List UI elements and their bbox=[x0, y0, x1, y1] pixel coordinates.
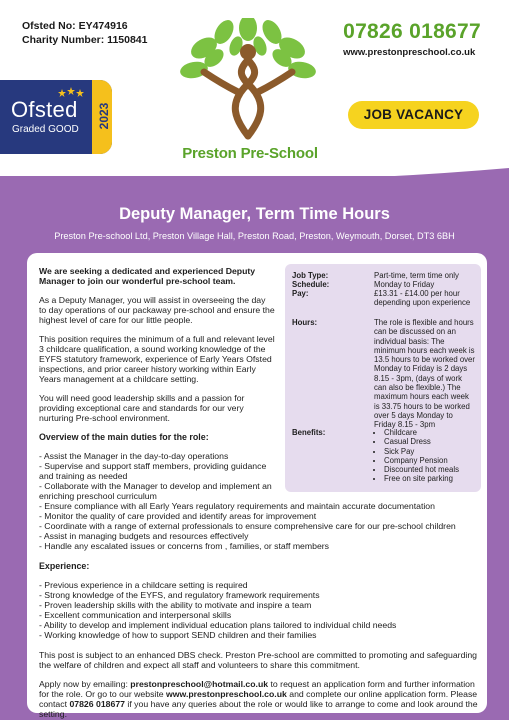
apply-text-3: and complete our online application form. Please contact bbox=[39, 689, 478, 709]
experience-item: - Working knowledge of how to support SEND children and their families bbox=[39, 630, 317, 640]
pay-value: £13.31 - £14.00 per hour depending upon experience bbox=[374, 289, 471, 308]
charity-number: Charity Number: 1150841 bbox=[22, 34, 148, 46]
duty-item: - Ensure compliance with all Early Years regulatory requirements and maintain accurate documentation bbox=[39, 501, 435, 511]
benefit-item: • Childcare bbox=[384, 428, 476, 437]
duty-item: - Coordinate with a range of external professionals to ensure comprehensive care for our pre-school children bbox=[39, 521, 456, 531]
apply-website-link[interactable]: www.prestonpreschool.co.uk bbox=[166, 689, 287, 699]
job-type-label: Job Type: bbox=[292, 271, 329, 280]
duties-heading: Overview of the main duties for the role: bbox=[39, 432, 209, 442]
job-vacancy-badge: JOB VACANCY bbox=[348, 101, 479, 129]
benefit-item: • Free on site parking bbox=[384, 474, 476, 483]
band-curve bbox=[0, 168, 509, 192]
website-link[interactable]: www.prestonpreschool.co.uk bbox=[343, 47, 476, 58]
job-description bbox=[39, 266, 489, 728]
phone-number[interactable]: 07826 018677 bbox=[343, 20, 481, 43]
duty-item: - Assist the Manager in the day-to-day operations bbox=[39, 451, 229, 461]
duty-item: - Assist in managing budgets and resources effectively bbox=[39, 531, 249, 541]
hours-value: The role is flexible and hours can be discussed on an individual basis: The minimum hours each week is 13.5 hours to be worked over Monday to Friday is 2 days 8.15 - 3pm, (days of work can also be flexible.) The maximum hours each week is 33.75 hours to be worked over 5 days Monday to Friday 8.15 - 3pm bbox=[374, 318, 475, 430]
benefit-item: • Discounted hot meals bbox=[384, 465, 476, 474]
apply-text-2: to request an application form and further information for the role. Or go to our website bbox=[39, 679, 475, 699]
experience-item: - Proven leadership skills with the ability to motivate and inspire a team bbox=[39, 600, 312, 610]
skills-paragraph: You will need good leadership skills and a passion for providing exceptional care and standards for our very nurturing Pre-school environment. bbox=[39, 393, 245, 423]
ofsted-grade: Graded GOOD bbox=[12, 124, 79, 135]
job-address: Preston Pre-school Ltd, Preston Village Hall, Preston Road, Preston, Weymouth, Dorset, DT3 6BH bbox=[54, 231, 455, 241]
ofsted-number: Ofsted No: EY474916 bbox=[22, 20, 128, 32]
apply-phone[interactable]: 07826 018677 bbox=[69, 699, 125, 709]
contact-block bbox=[343, 20, 481, 58]
experience-item: - Strong knowledge of the EYFS, and regulatory framework requirements bbox=[39, 590, 320, 600]
benefit-item: • Sick Pay bbox=[384, 447, 476, 456]
experience-item: - Previous experience in a childcare setting is required bbox=[39, 580, 248, 590]
job-type-value: Part-time, term time only bbox=[374, 271, 459, 280]
requirements-paragraph: This position requires the minimum of a full and relevant level 3 childcare qualification, a sound working knowledge of the EYFS statutory framework, experience of Early Years Ofsted inspections, and prior career history working within Early Years management at a childcare setting. bbox=[39, 334, 275, 384]
benefit-item: • Casual Dress bbox=[384, 437, 476, 446]
ofsted-year-band bbox=[92, 80, 112, 154]
apply-text-4: if you have any queries about the role or would like to arrange to come and look around the setting. bbox=[39, 699, 478, 719]
schedule-label: Schedule: bbox=[292, 280, 330, 289]
job-title: Deputy Manager, Term Time Hours bbox=[119, 205, 390, 223]
lead-paragraph: We are seeking a dedicated and experienced Deputy Manager to join our wonderful pre-school team. bbox=[39, 266, 256, 286]
dbs-paragraph: This post is subject to an enhanced DBS check. Preston Pre-school are committed to promoting and safeguarding the welfare of children and expect all staff and volunteers to share this commitment. bbox=[39, 650, 477, 670]
schedule-value: Monday to Friday bbox=[374, 280, 435, 289]
experience-list bbox=[39, 580, 489, 640]
apply-paragraph bbox=[39, 679, 479, 719]
hours-label: Hours: bbox=[292, 318, 318, 327]
benefits-label: Benefits: bbox=[292, 428, 326, 437]
duties-list bbox=[39, 451, 489, 551]
duty-item: - Collaborate with the Manager to develop and implement an enriching preschool curriculum bbox=[39, 481, 272, 501]
duty-item: - Handle any escalated issues or concerns from , families, or staff members bbox=[39, 541, 330, 551]
experience-item: - Excellent communication and interpersonal skills bbox=[39, 610, 232, 620]
experience-item: - Ability to develop and implement individual education plans tailored to individual child needs bbox=[39, 620, 397, 630]
ofsted-year: 2023 bbox=[97, 102, 111, 130]
experience-heading: Experience: bbox=[39, 561, 90, 571]
benefit-item: • Company Pension bbox=[384, 456, 476, 465]
duty-item: - Supervise and support staff members, providing guidance and training as needed bbox=[39, 461, 267, 481]
intro-paragraph: As a Deputy Manager, you will assist in overseeing the day to day operations of our packaway pre-school and ensure the highest level of care for our little people. bbox=[39, 295, 275, 325]
pay-label: Pay: bbox=[292, 289, 309, 298]
duty-item: - Monitor the quality of care provided and identify areas for improvement bbox=[39, 511, 317, 521]
registration-info bbox=[22, 19, 147, 47]
school-name: Preston Pre-School bbox=[182, 145, 318, 162]
ofsted-name: Ofsted bbox=[11, 97, 78, 122]
apply-text-1: Apply now by emailing: bbox=[39, 679, 131, 689]
apply-email-link[interactable]: prestonpreschool@hotmail.co.uk bbox=[130, 679, 269, 689]
ofsted-badge bbox=[0, 80, 112, 154]
